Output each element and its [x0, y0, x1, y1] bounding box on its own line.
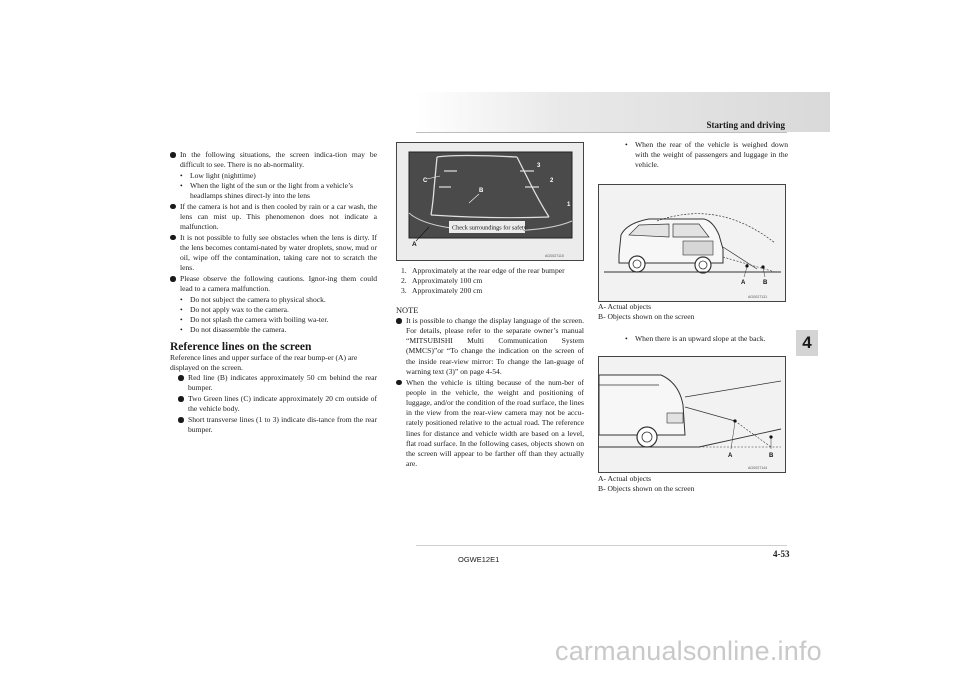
right-column: [598, 140, 788, 171]
document-code: OGWE12E1: [458, 555, 500, 564]
bullet-icon: [170, 204, 176, 210]
list-item: Two Green lines (C) indicate approximately 20 cm outside of the vehicle body.: [170, 394, 377, 414]
list-item: 2. Approximately 100 cm: [401, 276, 483, 286]
sub-list-item: • Do not apply wax to the camera.: [180, 305, 289, 315]
label-c: C: [423, 178, 428, 184]
list-item: 3. Approximately 200 cm: [401, 286, 483, 296]
camera-screen-figure: [396, 142, 584, 261]
list-item: It is possible to change the display language of the screen. For details, please refer to the separate owner’s manual “MITSUBISHI Multi Communication System (MMCS)”or “To change the indication on the screen of the inside rear-view mirror: To change the lan-guage of warning text (3)” on page 4-54.: [396, 316, 584, 377]
camera-screen-illustration: [397, 143, 583, 260]
list-item: In the following situations, the screen indica-tion may be difficult to see. There is no ab-normality.: [170, 150, 377, 170]
label-b: B: [479, 188, 484, 194]
rear-weighed-down-figure: [598, 184, 786, 302]
sub-list-item: • Do not disassemble the camera.: [180, 325, 287, 335]
bullet-icon: [396, 380, 402, 386]
bullet-icon: [178, 417, 184, 423]
label-b: B: [769, 453, 774, 459]
list-item: Red line (B) indicates approximately 50 cm behind the rear bumper.: [170, 373, 377, 393]
bullet-icon: [170, 152, 176, 158]
footer-rule: [416, 545, 787, 546]
rear-weighed-down-illustration: [599, 185, 785, 301]
figure-code: AG0027115: [545, 254, 564, 258]
list-item: • When there is an upward slope at the back.: [625, 334, 766, 343]
watermark: carmanualsonline.info: [555, 636, 822, 666]
right-column-case2: [598, 334, 788, 344]
list-item: Please observe the following cautions. Ignor-ing them could lead to a camera malfunction.: [170, 274, 377, 294]
sub-list-item: • When the light of the sun or the light from a vehicle’s headlamps shines direct-ly into the lens: [180, 181, 354, 201]
left-column: [170, 150, 377, 436]
bullet-icon: [170, 276, 176, 282]
numbered-list: [396, 266, 584, 297]
header-rule: [416, 132, 787, 133]
screen-message: Check surroundings for safety.: [452, 224, 528, 232]
label-a: A: [412, 241, 417, 248]
note-heading: NOTE: [396, 305, 419, 315]
list-item: When the vehicle is tilting because of the num-ber of people in the vehicle, the weight and positioning of luggage, and/or the condition of the road surface, the lines in the view from the rear-view camera may not be accu-rately positioned relative to the actual road. The reference lines for distance and vehicle width are based on a level, flat road surface. In the following cases, objects shown on the screen will appear to be farther off than they actually are.: [396, 378, 584, 470]
figure-code: AG0027131: [748, 295, 768, 299]
sub-list-item: • Do not splash the camera with boiling wa-ter.: [180, 315, 329, 325]
list-item: It is not possible to fully see obstacles when the lens is dirty. If the lens becomes contami-nated by water droplets, snow, mud or oil, wipe off the contamination, taking care not to scratch the lens.: [170, 233, 377, 274]
label-3: 3: [537, 163, 541, 169]
label-1: 1: [567, 202, 571, 208]
list-item: 1. Approximately at the rear edge of the rear bumper: [401, 266, 565, 275]
bullet-icon: [178, 375, 184, 381]
page-number: 4-53: [773, 549, 790, 559]
list-item: Short transverse lines (1 to 3) indicate dis-tance from the rear bumper.: [170, 415, 377, 435]
middle-column-text: [396, 262, 584, 470]
list-item: If the camera is hot and is then cooled by rain or a car wash, the lens can mist up. This phenomenon does not indicate a malfunction.: [170, 202, 377, 233]
sub-list-item: • Do not subject the camera to physical shock.: [180, 294, 326, 304]
label-b: B: [763, 280, 768, 286]
section-heading: Reference lines on the screen: [170, 340, 312, 353]
bullet-icon: [396, 318, 402, 324]
chapter-tab[interactable]: 4: [796, 330, 818, 356]
upward-slope-illustration: [599, 357, 785, 472]
bullet-icon: [178, 396, 184, 402]
figure-caption: A- Actual objects B- Objects shown on the screen: [598, 302, 695, 321]
label-2: 2: [550, 178, 554, 184]
figure-code: AG0027144: [748, 466, 768, 470]
figure-caption: A- Actual objects B- Objects shown on the screen: [598, 474, 695, 493]
section-intro: Reference lines and upper surface of the rear bump-er (A) are displayed on the screen.: [170, 352, 358, 373]
sub-list-item: • Low light (nighttime): [180, 170, 256, 180]
label-a: A: [741, 280, 746, 286]
bullet-icon: [170, 235, 176, 241]
label-a: A: [728, 453, 733, 459]
section-header-title: Starting and driving: [706, 120, 785, 130]
upward-slope-figure: [598, 356, 786, 473]
list-item: • When the rear of the vehicle is weighed down with the weight of passengers and luggage in the vehicle.: [625, 140, 788, 170]
